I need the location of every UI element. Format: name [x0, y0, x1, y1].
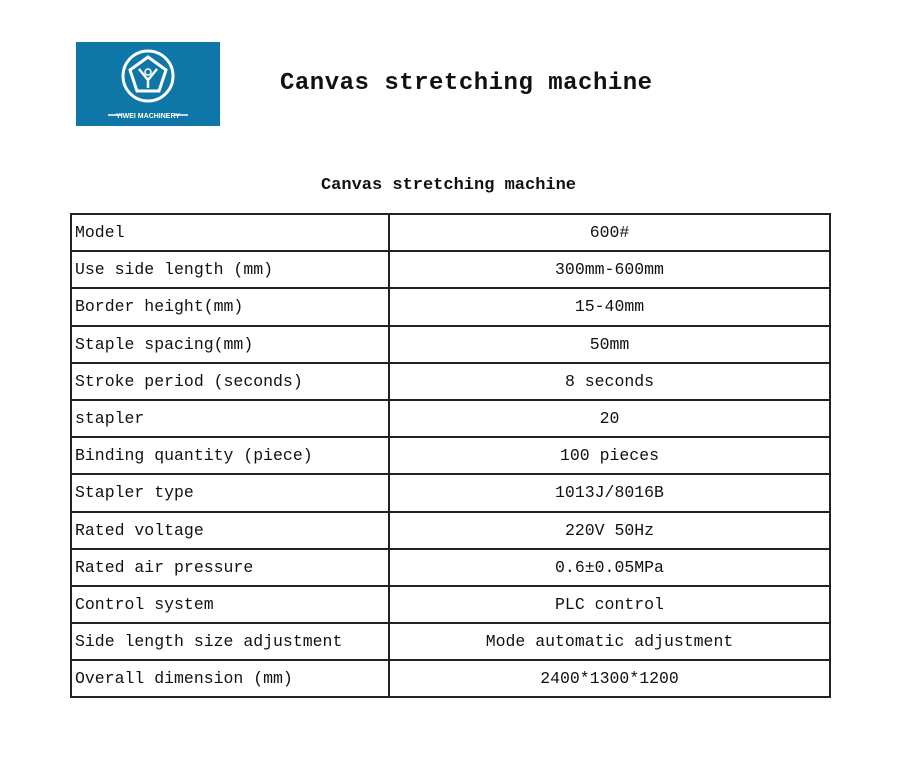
- spec-label: Rated voltage: [71, 512, 389, 549]
- table-row: [71, 586, 830, 623]
- table-row: [71, 549, 830, 586]
- svg-text:YIWEI MACHINERY: YIWEI MACHINERY: [116, 113, 180, 120]
- spec-label: Stapler type: [71, 474, 389, 511]
- spec-value: 220V 50Hz: [389, 512, 830, 549]
- table-row: [71, 660, 830, 697]
- spec-value: 50mm: [389, 326, 830, 363]
- spec-label: Rated air pressure: [71, 549, 389, 586]
- spec-label: Overall dimension (mm): [71, 660, 389, 697]
- spec-label: Side length size adjustment: [71, 623, 389, 660]
- spec-table: [70, 213, 831, 698]
- spec-label: stapler: [71, 400, 389, 437]
- spec-value: 600#: [389, 214, 830, 251]
- spec-value: 300mm-600mm: [389, 251, 830, 288]
- spec-value: 8 seconds: [389, 363, 830, 400]
- spec-label: Border height(mm): [71, 288, 389, 325]
- spec-value: 15-40mm: [389, 288, 830, 325]
- spec-value: 1013J/8016B: [389, 474, 830, 511]
- table-row: [71, 437, 830, 474]
- spec-value: Mode automatic adjustment: [389, 623, 830, 660]
- spec-value: 2400*1300*1200: [389, 660, 830, 697]
- spec-value: 20: [389, 400, 830, 437]
- table-caption: Canvas stretching machine: [320, 176, 577, 195]
- spec-value: 0.6±0.05MPa: [389, 549, 830, 586]
- table-row: [71, 512, 830, 549]
- table-row: [71, 623, 830, 660]
- spec-value: 100 pieces: [389, 437, 830, 474]
- spec-label: Binding quantity (piece): [71, 437, 389, 474]
- spec-label: Staple spacing(mm): [71, 326, 389, 363]
- page-title: Canvas stretching machine: [280, 70, 653, 97]
- spec-label: Stroke period (seconds): [71, 363, 389, 400]
- table-row: [71, 474, 830, 511]
- spec-value: PLC control: [389, 586, 830, 623]
- table-row: [71, 400, 830, 437]
- table-row: [71, 363, 830, 400]
- spec-label: Control system: [71, 586, 389, 623]
- company-logo: [76, 42, 220, 126]
- spec-label: Model: [71, 214, 389, 251]
- table-row: [71, 214, 830, 251]
- table-row: [71, 326, 830, 363]
- spec-label: Use side length (mm): [71, 251, 389, 288]
- table-row: [71, 288, 830, 325]
- table-row: [71, 251, 830, 288]
